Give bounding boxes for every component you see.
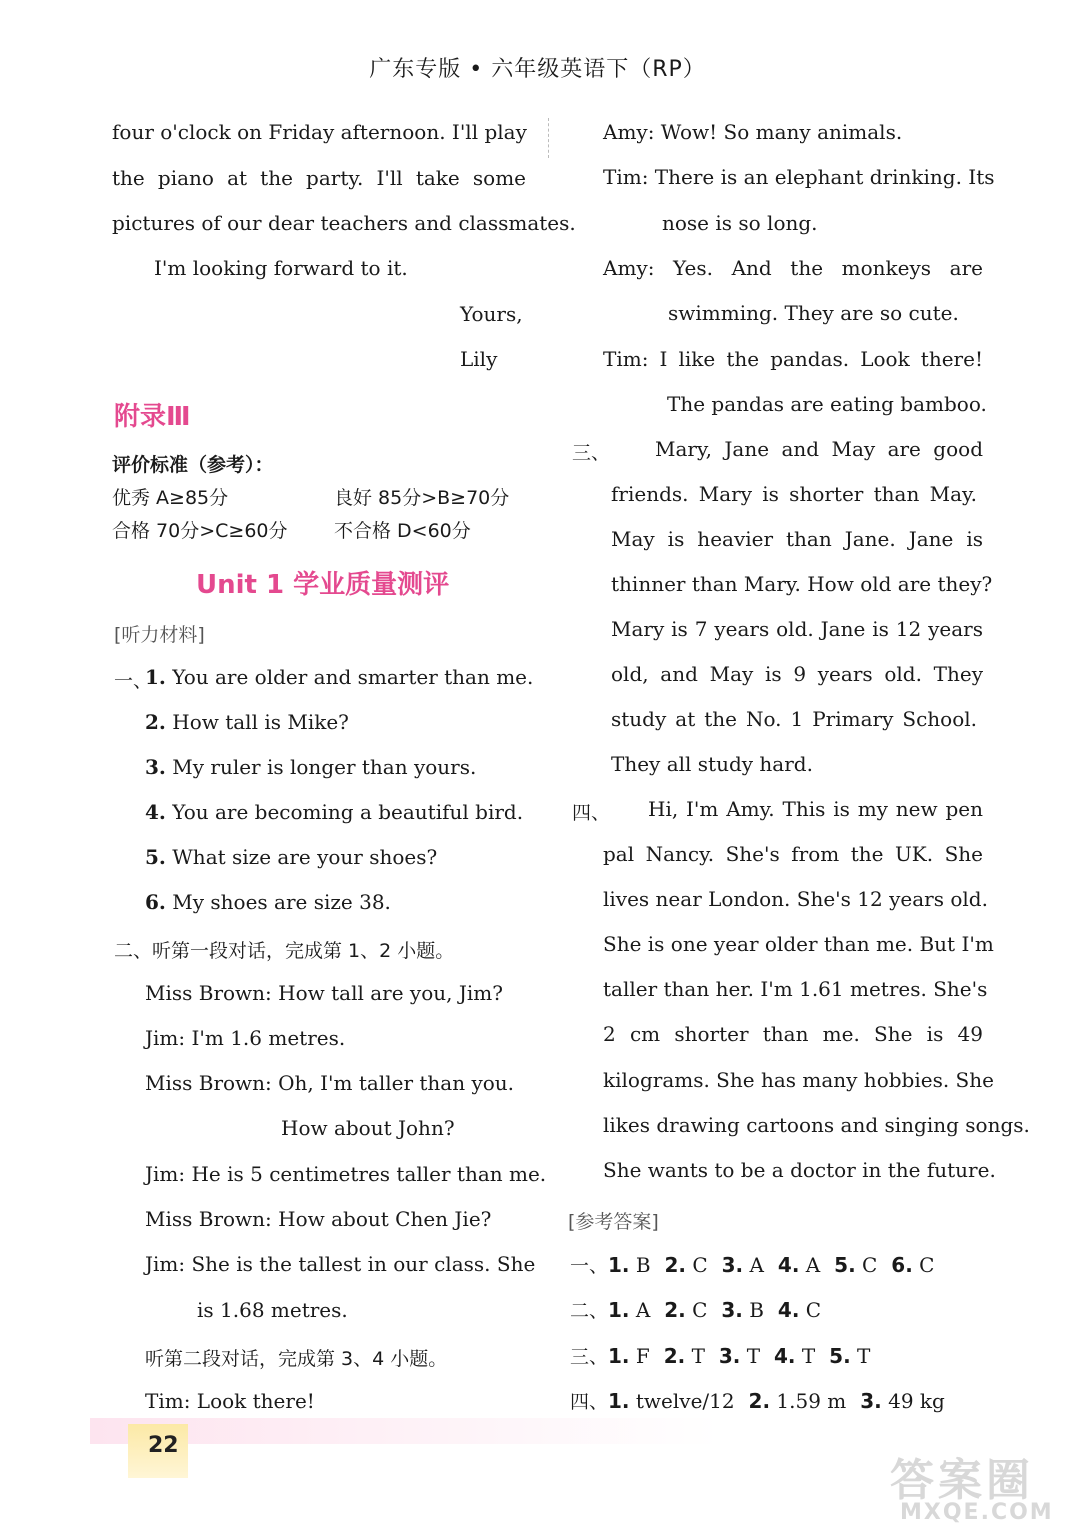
item-number: 2. xyxy=(145,710,166,734)
watermark-en: MXQE.COM xyxy=(900,1500,1054,1525)
answer-number: 1. xyxy=(608,1298,630,1322)
answer-number: 2. xyxy=(649,1344,686,1368)
dialog-line: Jim: She is the tallest in our class. She xyxy=(145,1252,536,1276)
letter-signature: Lily xyxy=(460,347,498,371)
letter-closing: I'm looking forward to it. xyxy=(154,256,408,280)
answer-value: C xyxy=(855,1253,878,1277)
appendix-title: 附录Ⅲ xyxy=(114,402,191,432)
dialog-line: Jim: I'm 1.6 metres. xyxy=(145,1026,346,1050)
watermark xyxy=(850,1440,1070,1530)
letter-line-1: four o'clock on Friday afternoon. I'll play xyxy=(112,120,527,144)
dialog-line: Miss Brown: How about Chen Jie? xyxy=(145,1207,492,1231)
answer-row xyxy=(570,1251,935,1278)
item-text: What size are your shoes? xyxy=(172,845,438,869)
answer-number: 4. xyxy=(763,1253,800,1277)
criteria-good: 良好 85分>B≥70分 xyxy=(334,487,510,509)
answer-marker: 一、 xyxy=(570,1255,609,1277)
answer-number: 2. xyxy=(734,1389,771,1413)
answer-value: F xyxy=(629,1344,650,1368)
dialog-line: Miss Brown: Oh, I'm taller than you. xyxy=(145,1071,515,1095)
passage-line: She wants to be a doctor in the future. xyxy=(603,1158,996,1182)
answer-number: 3. xyxy=(846,1389,882,1413)
passage-line: Hi, I'm Amy. This is my new pen xyxy=(648,797,983,821)
list-item xyxy=(145,755,476,779)
criteria-excellent: 优秀 A≥85分 xyxy=(112,487,229,509)
list-item xyxy=(145,710,349,734)
answer-value: T xyxy=(850,1344,871,1368)
answer-value: C xyxy=(912,1253,935,1277)
passage-line: taller than her. I'm 1.61 metres. She's xyxy=(603,977,988,1001)
section2-intro-2: 听第二段对话，完成第 3、4 小题。 xyxy=(145,1348,448,1370)
passage-line: They all study hard. xyxy=(611,752,813,776)
column-divider xyxy=(548,118,549,158)
answer-value: B xyxy=(742,1298,764,1322)
answer-number: 5. xyxy=(815,1344,851,1368)
dialog-line: The pandas are eating bamboo. xyxy=(667,392,987,416)
passage-line: thinner than Mary. How old are they? xyxy=(611,572,993,596)
criteria-title: 评价标准（参考）： xyxy=(112,454,274,476)
list-item xyxy=(145,890,391,914)
answer-number: 1. xyxy=(608,1344,630,1368)
answer-number: 2. xyxy=(650,1298,686,1322)
answer-row xyxy=(570,1342,870,1369)
answer-marker: 三、 xyxy=(570,1346,609,1368)
passage-line: May is heavier than Jane. Jane is xyxy=(611,527,983,551)
dialog-line: nose is so long. xyxy=(662,211,818,235)
page-number: 22 xyxy=(128,1424,188,1478)
answer-number: 2. xyxy=(650,1253,687,1277)
answer-value: T xyxy=(685,1344,705,1368)
passage-line: Mary, Jane and May are good xyxy=(655,437,983,461)
answer-row xyxy=(570,1387,945,1414)
section3-marker: 三、 xyxy=(572,442,611,464)
dialog-line: How about John? xyxy=(281,1116,455,1140)
answer-value: 1.59 m xyxy=(770,1389,847,1413)
answer-number: 5. xyxy=(820,1253,856,1277)
criteria-fail: 不合格 D<60分 xyxy=(334,520,471,542)
criteria-pass: 合格 70分>C≥60分 xyxy=(112,520,288,542)
item-text: You are becoming a beautiful bird. xyxy=(172,800,524,824)
dialog-line: Jim: He is 5 centimetres taller than me. xyxy=(145,1162,547,1186)
unit-title: Unit 1 学业质量测评 xyxy=(196,570,450,600)
list-item xyxy=(145,665,533,689)
dialog-line: swimming. They are so cute. xyxy=(668,301,959,325)
answer-number: 4. xyxy=(763,1298,800,1322)
answer-number: 1. xyxy=(608,1253,630,1277)
answer-value: A xyxy=(799,1253,821,1277)
answers-label: [参考答案] xyxy=(568,1211,659,1233)
item-text: My shoes are size 38. xyxy=(172,890,391,914)
dialog-line: Amy: Yes. And the monkeys are xyxy=(603,256,983,280)
section4-marker: 四、 xyxy=(572,802,611,824)
list-item xyxy=(145,845,437,869)
answer-value: A xyxy=(629,1298,651,1322)
answer-value: T xyxy=(740,1344,761,1368)
answer-number: 6. xyxy=(877,1253,913,1277)
listening-label: [听力材料] xyxy=(114,624,205,646)
dialog-line: Miss Brown: How tall are you, Jim? xyxy=(145,981,503,1005)
answer-marker: 四、 xyxy=(570,1391,609,1413)
answer-row xyxy=(570,1296,821,1323)
answer-value: C xyxy=(686,1253,708,1277)
item-number: 4. xyxy=(145,800,166,824)
passage-line: She is one year older than me. But I'm xyxy=(603,932,994,956)
dialog-line: Tim: Look there! xyxy=(145,1389,315,1413)
section2-intro: 二、听第一段对话，完成第 1、2 小题。 xyxy=(114,940,455,962)
passage-line: likes drawing cartoons and singing songs. xyxy=(603,1113,1030,1137)
passage-line: kilograms. She has many hobbies. She xyxy=(603,1068,994,1092)
passage-line: study at the No. 1 Primary School. xyxy=(611,707,977,731)
item-number: 3. xyxy=(145,755,166,779)
passage-line: friends. Mary is shorter than May. xyxy=(611,482,977,506)
item-text: How tall is Mike? xyxy=(172,710,349,734)
letter-sign-off: Yours, xyxy=(460,302,523,326)
passage-line: Mary is 7 years old. Jane is 12 years xyxy=(611,617,983,641)
answer-value: A xyxy=(743,1253,764,1277)
item-number: 6. xyxy=(145,890,166,914)
letter-line-3: pictures of our dear teachers and classmates. xyxy=(112,211,576,235)
section1-marker: 一、 xyxy=(114,670,153,692)
item-number: 1. xyxy=(145,665,166,689)
dialog-line: Tim: I like the pandas. Look there! xyxy=(603,347,983,371)
answer-value: C xyxy=(799,1298,822,1322)
item-number: 5. xyxy=(145,845,166,869)
answer-number: 3. xyxy=(707,1298,743,1322)
answer-number: 3. xyxy=(704,1344,741,1368)
answer-value: 49 kg xyxy=(881,1389,945,1413)
answer-number: 1. xyxy=(608,1389,630,1413)
passage-line: lives near London. She's 12 years old. xyxy=(603,887,988,911)
answer-value: C xyxy=(685,1298,708,1322)
answer-value: B xyxy=(629,1253,651,1277)
answer-value: twelve/12 xyxy=(629,1389,735,1413)
page-header: 广东专版 • 六年级英语下（RP） xyxy=(369,57,706,82)
letter-line-2: the piano at the party. I'll take some xyxy=(112,166,526,190)
passage-line: old, and May is 9 years old. They xyxy=(611,662,983,686)
watermark-cn: 答案圈 xyxy=(890,1455,1034,1506)
passage-line: pal Nancy. She's from the UK. She xyxy=(603,842,983,866)
dialog-line: Amy: Wow! So many animals. xyxy=(603,120,903,144)
dialog-line: Tim: There is an elephant drinking. Its xyxy=(603,165,995,189)
dialog-line: is 1.68 metres. xyxy=(197,1298,348,1322)
answer-marker: 二、 xyxy=(570,1300,609,1322)
list-item xyxy=(145,800,523,824)
item-text: My ruler is longer than yours. xyxy=(172,755,477,779)
item-text: You are older and smarter than me. xyxy=(172,665,534,689)
answer-number: 4. xyxy=(760,1344,796,1368)
answer-number: 3. xyxy=(707,1253,744,1277)
passage-line: 2 cm shorter than me. She is 49 xyxy=(603,1022,983,1046)
answer-value: T xyxy=(795,1344,816,1368)
